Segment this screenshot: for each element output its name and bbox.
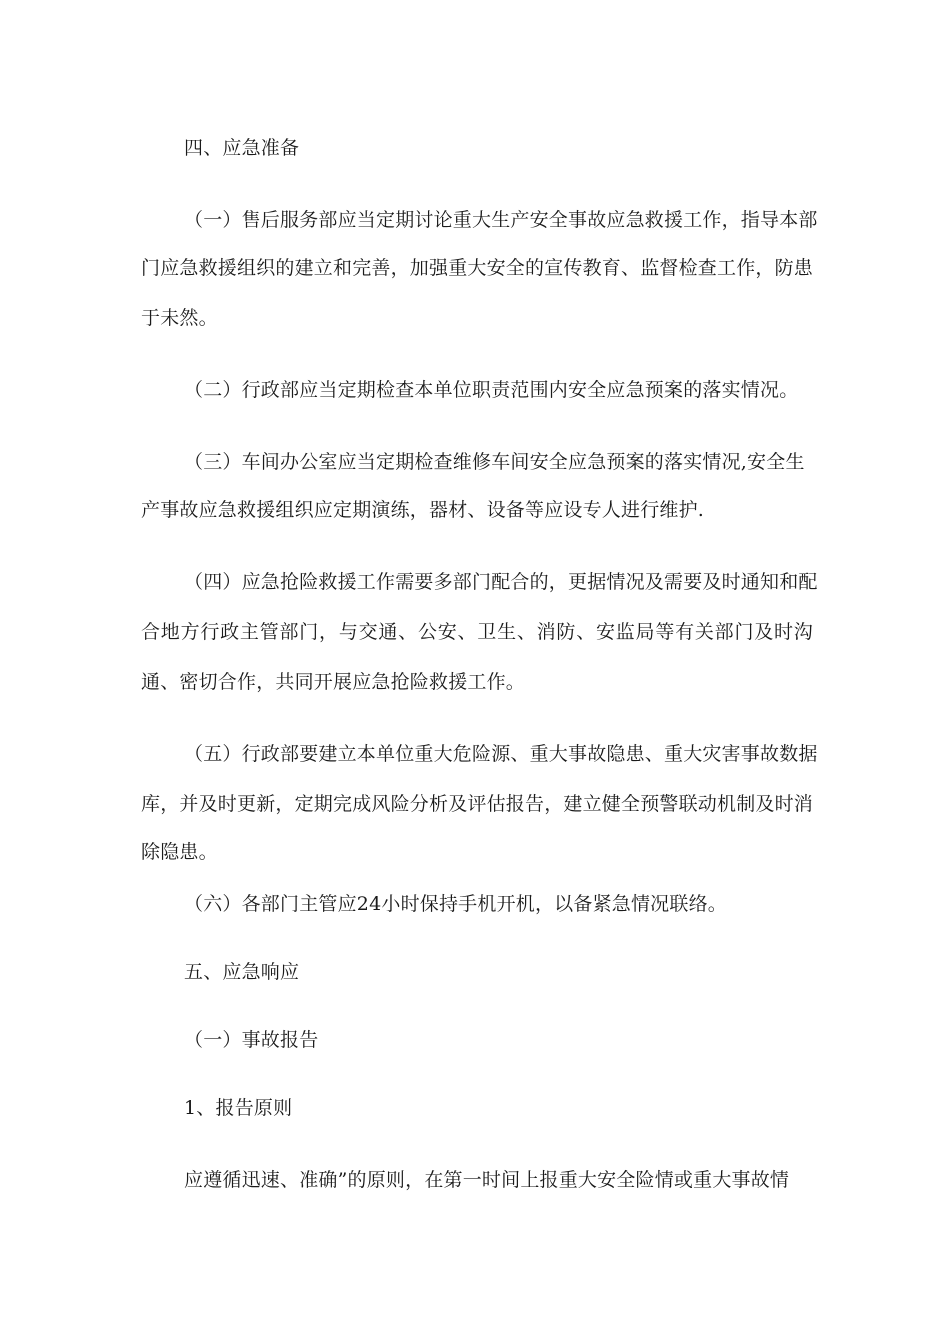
paragraph-2-line-1: （二）行政部应当定期检查本单位职责范围内安全应急预案的落实情况。 — [184, 379, 799, 401]
paragraph-1-line-2: 门应急救援组织的建立和完善，加强重大安全的宣传教育、监督检查工作，防患 — [141, 257, 814, 279]
paragraph-5-line-1: （五）行政部要建立本单位重大危险源、重大事故隐患、重大灾害事故数据 — [184, 743, 818, 765]
paragraph-6-line-1: （六）各部门主管应24小时保持手机开机，以备紧急情况联络。 — [184, 893, 727, 915]
paragraph-3-line-1: （三）车间办公室应当定期检查维修车间安全应急预案的落实情况,安全生 — [184, 451, 805, 473]
section-heading-4: 四、应急准备 — [184, 137, 300, 159]
paragraph-5-line-3: 除隐患。 — [141, 841, 218, 863]
paragraph-1-line-3: 于未然。 — [141, 307, 218, 329]
paragraph-7-line-1: 应遵循迅速、准确”的原则，在第一时间上报重大安全险情或重大事故情 — [184, 1169, 790, 1191]
subsection-heading-1: （一）事故报告 — [184, 1029, 319, 1051]
paragraph-3-line-2: 产事故应急救援组织应定期演练，器材、设备等应设专人进行维护. — [141, 499, 705, 521]
item-heading-1: 1、报告原则 — [184, 1097, 293, 1119]
section-heading-5: 五、应急响应 — [184, 961, 300, 983]
paragraph-4-line-3: 通、密切合作，共同开展应急抢险救援工作。 — [141, 671, 526, 693]
paragraph-4-line-2: 合地方行政主管部门，与交通、公安、卫生、消防、安监局等有关部门及时沟 — [141, 621, 813, 643]
paragraph-5-line-2: 库，并及时更新，定期完成风险分析及评估报告，建立健全预警联动机制及时消 — [141, 793, 814, 815]
paragraph-1-line-1: （一）售后服务部应当定期讨论重大生产安全事故应急救援工作，指导本部 — [184, 209, 818, 231]
paragraph-4-line-1: （四）应急抢险救援工作需要多部门配合的，更据情况及需要及时通知和配 — [184, 571, 818, 593]
